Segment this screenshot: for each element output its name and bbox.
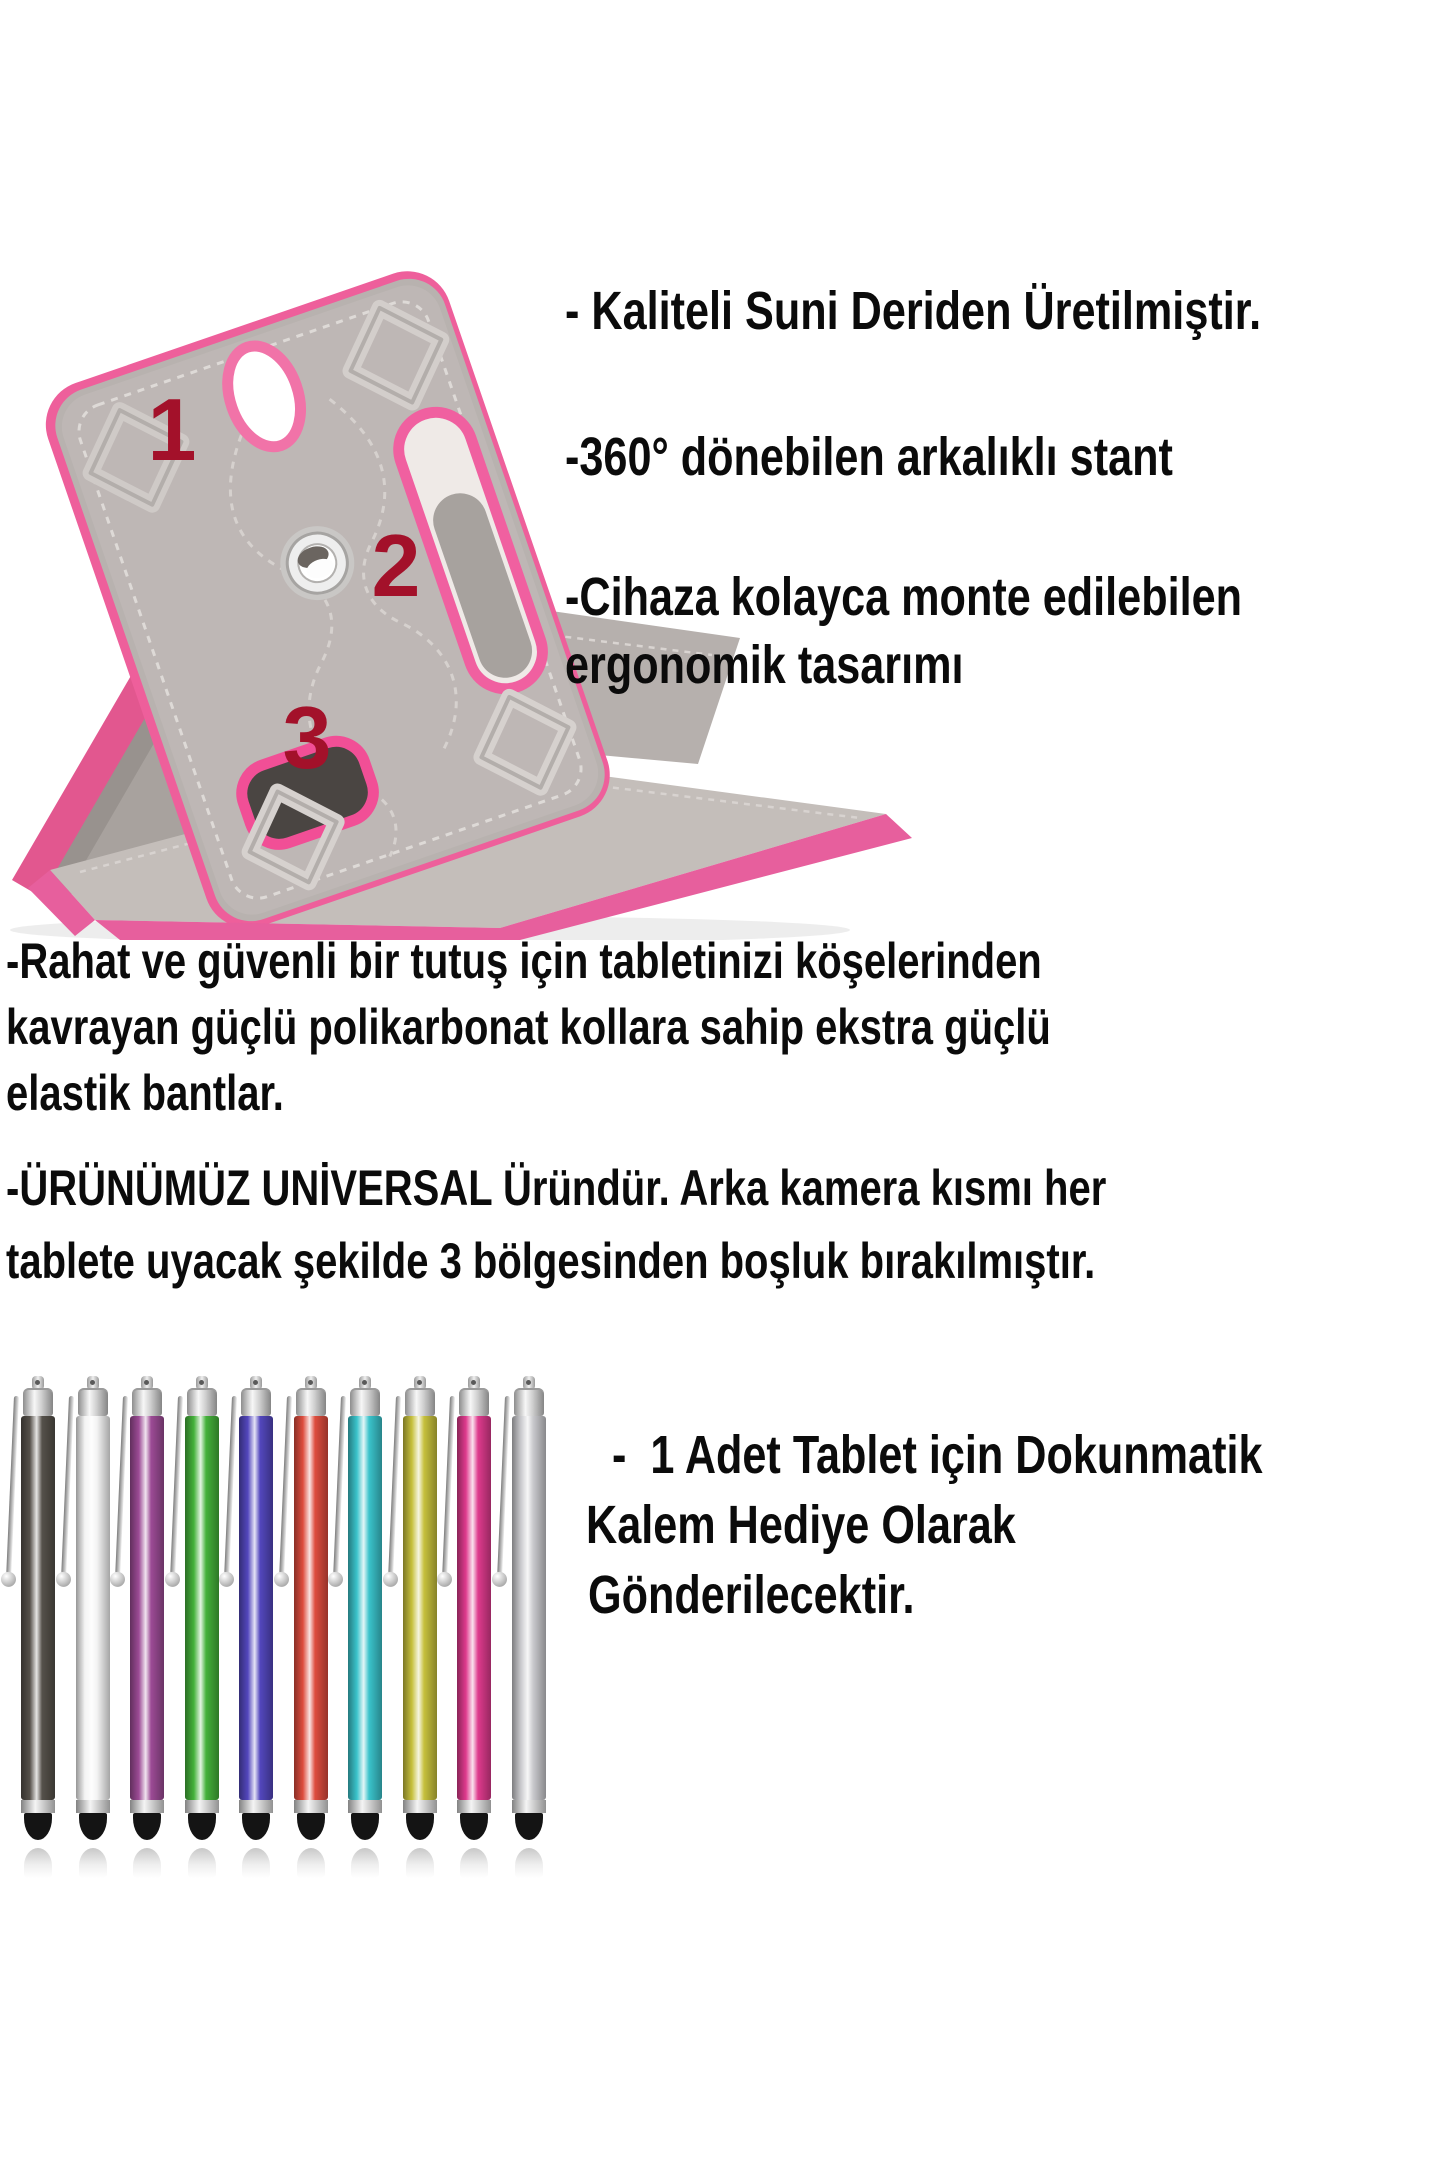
gift-note-line-2: Kalem Hediye Olarak bbox=[586, 1495, 1016, 1555]
gift-note-line-1: - 1 Adet Tablet için Dokunmatik bbox=[612, 1425, 1263, 1485]
paragraph-grip-line-1: -Rahat ve güvenli bir tutuş için tabletinizi köşelerinden bbox=[6, 933, 1042, 989]
pen-rubber-tip bbox=[297, 1813, 325, 1840]
pen-clip bbox=[497, 1396, 510, 1574]
pen-reflection bbox=[460, 1848, 488, 1878]
pen-rubber-tip bbox=[24, 1813, 52, 1840]
pen-cap bbox=[132, 1388, 162, 1416]
pen-clip bbox=[6, 1396, 19, 1574]
pen-cap bbox=[514, 1388, 544, 1416]
feature-ergonomic-line-2: ergonomik tasarımı bbox=[565, 635, 964, 695]
pen-body bbox=[239, 1416, 273, 1800]
marker-2: 2 bbox=[371, 516, 421, 615]
stylus-pen-red bbox=[289, 1370, 333, 1880]
stylus-pen-teal bbox=[343, 1370, 387, 1880]
pen-clip bbox=[333, 1396, 346, 1574]
pen-reflection bbox=[133, 1848, 161, 1878]
pen-ferrule bbox=[512, 1800, 546, 1813]
stylus-pen-indigo bbox=[234, 1370, 278, 1880]
pen-cap bbox=[241, 1388, 271, 1416]
pen-ferrule bbox=[130, 1800, 164, 1813]
pen-body bbox=[348, 1416, 382, 1800]
stylus-pen-yellow bbox=[398, 1370, 442, 1880]
stylus-pen-gunmetal bbox=[16, 1370, 60, 1880]
feature-quality-leather: - Kaliteli Suni Deriden Üretilmiştir. bbox=[565, 281, 1262, 341]
pen-cap bbox=[187, 1388, 217, 1416]
pen-reflection bbox=[188, 1848, 216, 1878]
pen-body bbox=[512, 1416, 546, 1800]
pen-ferrule bbox=[76, 1800, 110, 1813]
pen-cap bbox=[350, 1388, 380, 1416]
pen-reflection bbox=[351, 1848, 379, 1878]
pen-cap bbox=[459, 1388, 489, 1416]
pen-reflection bbox=[515, 1848, 543, 1878]
stylus-pen-pink bbox=[452, 1370, 496, 1880]
marker-3: 3 bbox=[282, 688, 332, 787]
pen-reflection bbox=[406, 1848, 434, 1878]
paragraph-grip-line-2: kavrayan güçlü polikarbonat kollara sahip ekstra güçlü bbox=[6, 999, 1051, 1055]
pen-clip bbox=[442, 1396, 455, 1574]
pen-body bbox=[130, 1416, 164, 1800]
paragraph-universal-line-1: -ÜRÜNÜMÜZ UNİVERSAL Üründür. Arka kamera kısmı her bbox=[6, 1160, 1107, 1216]
pen-body bbox=[21, 1416, 55, 1800]
stylus-pen-purple bbox=[125, 1370, 169, 1880]
pen-ferrule bbox=[294, 1800, 328, 1813]
gift-note-line-3: Gönderilecektir. bbox=[588, 1565, 915, 1625]
pen-ferrule bbox=[403, 1800, 437, 1813]
pen-ferrule bbox=[457, 1800, 491, 1813]
pen-clip bbox=[170, 1396, 183, 1574]
pen-clip bbox=[388, 1396, 401, 1574]
pen-ferrule bbox=[348, 1800, 382, 1813]
pen-reflection bbox=[297, 1848, 325, 1878]
pen-cap bbox=[405, 1388, 435, 1416]
pen-cap bbox=[296, 1388, 326, 1416]
stylus-pen-white bbox=[71, 1370, 115, 1880]
pen-cap bbox=[78, 1388, 108, 1416]
pen-reflection bbox=[242, 1848, 270, 1878]
pen-reflection bbox=[24, 1848, 52, 1878]
pen-rubber-tip bbox=[406, 1813, 434, 1840]
feature-ergonomic-line-1: -Cihaza kolayca monte edilebilen bbox=[565, 567, 1243, 627]
pen-rubber-tip bbox=[133, 1813, 161, 1840]
pen-cap bbox=[23, 1388, 53, 1416]
pen-ferrule bbox=[185, 1800, 219, 1813]
paragraph-universal-line-2: tablete uyacak şekilde 3 bölgesinden boşluk bırakılmıştır. bbox=[6, 1233, 1096, 1289]
pen-clip bbox=[115, 1396, 128, 1574]
pen-ferrule bbox=[21, 1800, 55, 1813]
pen-body bbox=[185, 1416, 219, 1800]
pen-rubber-tip bbox=[460, 1813, 488, 1840]
pen-rubber-tip bbox=[79, 1813, 107, 1840]
marker-1: 1 bbox=[147, 380, 197, 479]
pen-body bbox=[76, 1416, 110, 1800]
pen-body bbox=[457, 1416, 491, 1800]
pen-rubber-tip bbox=[515, 1813, 543, 1840]
pen-ferrule bbox=[239, 1800, 273, 1813]
stylus-pen-silver bbox=[507, 1370, 551, 1880]
pen-rubber-tip bbox=[351, 1813, 379, 1840]
pen-reflection bbox=[79, 1848, 107, 1878]
pen-clip bbox=[61, 1396, 74, 1574]
pen-clip bbox=[224, 1396, 237, 1574]
pen-body bbox=[294, 1416, 328, 1800]
feature-360-stand: -360° dönebilen arkalıklı stant bbox=[565, 427, 1173, 487]
stylus-pens-photo bbox=[10, 1370, 570, 1880]
pen-clip bbox=[279, 1396, 292, 1574]
pen-rubber-tip bbox=[242, 1813, 270, 1840]
pen-rubber-tip bbox=[188, 1813, 216, 1840]
paragraph-grip-line-3: elastik bantlar. bbox=[6, 1065, 284, 1121]
pen-body bbox=[403, 1416, 437, 1800]
stylus-pen-green bbox=[180, 1370, 224, 1880]
